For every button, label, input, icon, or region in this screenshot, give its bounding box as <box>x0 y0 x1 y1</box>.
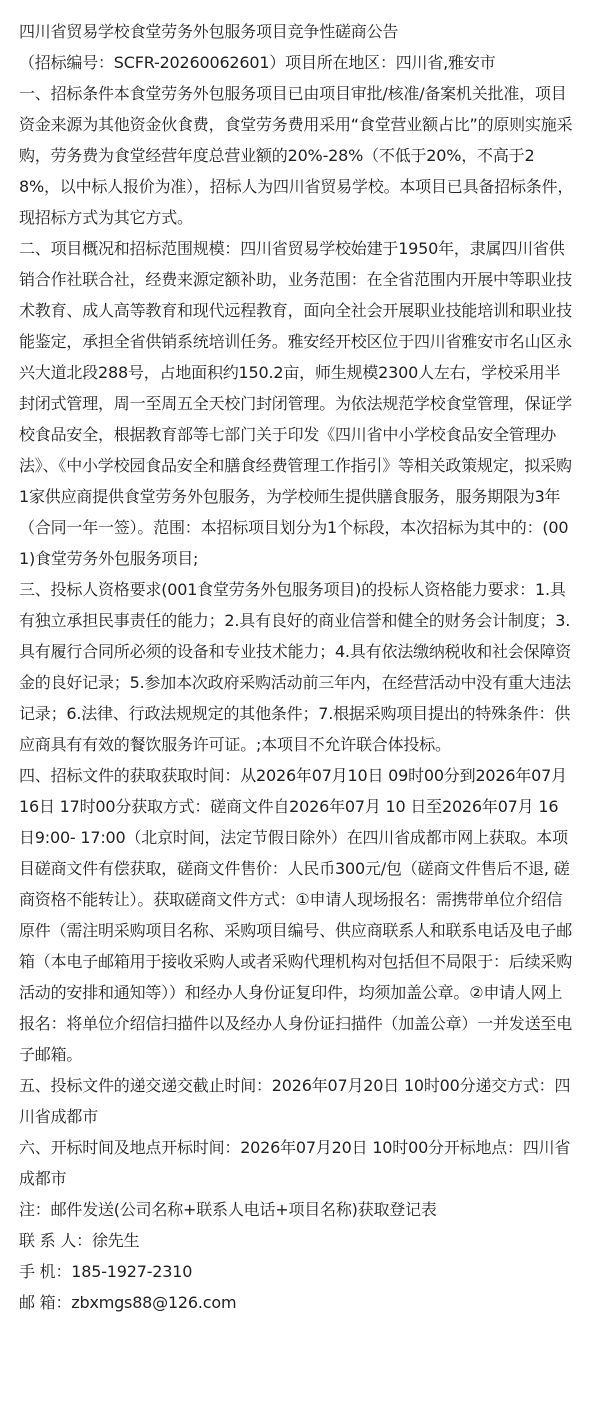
contact-person: 联 系 人：徐先生 <box>19 1231 140 1250</box>
contact-phone: 手 机：185-1927-2310 <box>19 1262 193 1281</box>
section-bidder-qualifications: 三、投标人资格要求(001食堂劳务外包服务项目)的投标人资格能力要求：1.具有独立承担民事责任的能力；2.具有良好的商业信誉和健全的财务会计制度；3.具有履行合同所必须的设备和专业技术能力；4.具有依法缴纳税收和社会保障资金的良好记录；5.参加本次政府采购活动前三年内，在经营活动中没有重大违法记录；6.法律、行政法规规定的其他条件；7.根据采购项目提出的特殊条件：供应商具有有效的餐饮服务许可证。;本项目不允许联合体投标。 <box>19 580 572 754</box>
notice-title: 四川省贸易学校食堂劳务外包服务项目竞争性磋商公告 <box>19 22 399 41</box>
notice-subtitle: （招标编号：SCFR-20260062601）项目所在地区：四川省,雅安市 <box>19 53 496 72</box>
contact-email: 邮 箱：zbxmgs88@126.com <box>19 1293 237 1312</box>
notice-document <box>19 16 575 1318</box>
section-project-overview: 二、项目概况和招标范围规模：四川省贸易学校始建于1950年，隶属四川省供销合作社联合社，经费来源定额补助，业务范围：在全省范围内开展中等职业技术教育、成人高等教育和现代远程教育，面向全社会开展职业技能培训和职业技能鉴定，承担全省供销系统培训任务。雅安经开校区位于四川省雅安市名山区永兴大道北段288号，占地面积约150.2亩，师生规模2300人左右，学校采用半封闭式管理，周一至周五全天校门封闭管理。为依法规范学校食堂管理，保证学校食品安全，根据教育部等七部门关于印发《四川省中小学校食品安全管理办法》、《中小学校园食品安全和膳食经费管理工作指引》等相关政策规定，拟采购1家供应商提供食堂劳务外包服务，为学校师生提供膳食服务，服务期限为3年（合同一年一签）。范围：本招标项目划分为1个标段，本次招标为其中的：(001)食堂劳务外包服务项目; <box>19 239 573 568</box>
section-bid-opening: 六、开标时间及地点开标时间：2026年07月20日 10时00分开标地点：四川省成都市 <box>19 1138 571 1188</box>
section-bid-submission: 五、投标文件的递交递交截止时间：2026年07月20日 10时00分递交方式：四川省成都市 <box>19 1076 571 1126</box>
section-bidding-conditions: 一、招标条件本食堂劳务外包服务项目已由项目审批/核准/备案机关批准，项目资金来源为其他资金伙食费，食堂劳务费用采用“食堂营业额占比”的原则实施采购，劳务费为食堂经营年度总营业额的20%-28%（不低于20%，不高于28%，以中标人报价为准），招标人为四川省贸易学校。本项目已具备招标条件，现招标方式为其它方式。 <box>19 84 574 227</box>
registration-note: 注：邮件发送(公司名称+联系人电话+项目名称)获取登记表 <box>19 1200 437 1219</box>
section-document-acquisition: 四、招标文件的获取获取时间：从2026年07月10日 09时00分到2026年07月16日 17时00分获取方式：磋商文件自2026年07月 10 日至2026年07月 16 日9:00- 17:00（北京时间，法定节假日除外）在四川省成都市网上获取。本项目磋商文件有偿获取，磋商文件售价：人民币300元/包（磋商文件售后不退, 磋商资格不能转让）。获取磋商文件方式：①申请人现场报名：需携带单位介绍信原件（需注明采购项目名称、采购项目编号、供应商联系人和联系电话及电子邮箱（本电子邮箱用于接收采购人或者采购代理机构对包括但不局限于：后续采购活动的安排和通知等））和经办人身份证复印件，均须加盖公章。②申请人网上报名：将单位介绍信扫描件以及经办人身份证扫描件（加盖公章）一并发送至电子邮箱。 <box>19 766 573 1064</box>
